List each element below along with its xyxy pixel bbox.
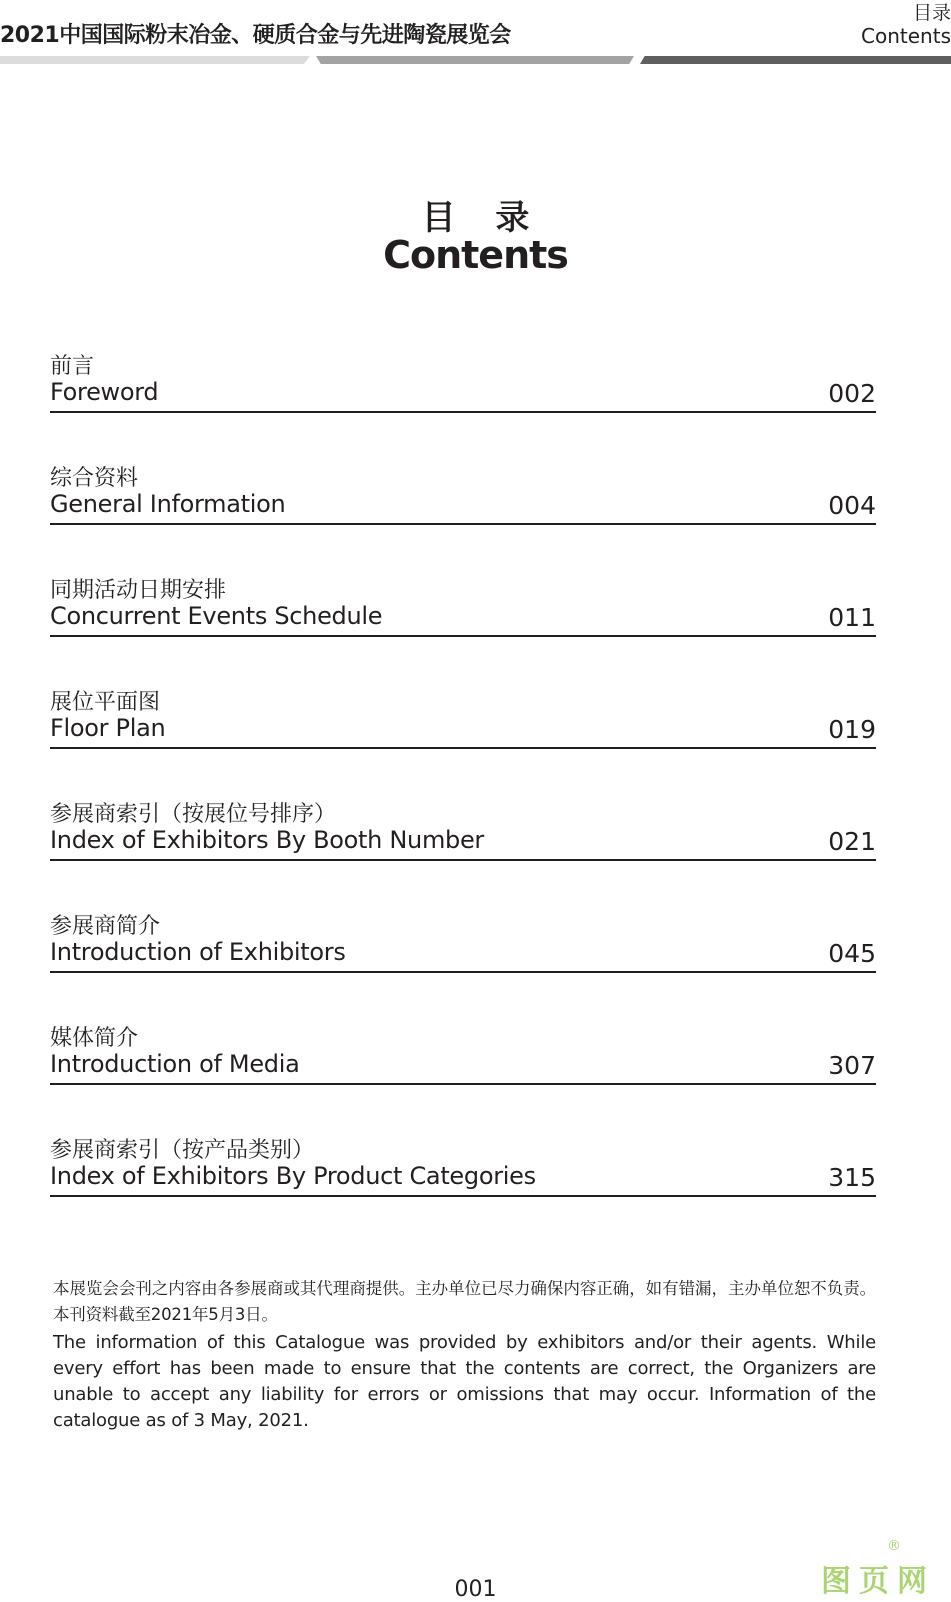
disclaimer-en: The information of this Catalogue was provided by exhibitors and/or their agents. While every effort has been made to ensure that the contents are correct, the Organizers are unable to accept any liability for errors or omissions that may occur. Information of the catalogue as of 3 May, 2021. (53, 1332, 876, 1431)
watermark-logo (821, 1538, 935, 1600)
toc-entry-title-en: Introduction of Exhibitors (50, 938, 346, 966)
toc-entry-rule (50, 523, 876, 525)
toc-entry-page: 004 (828, 491, 876, 520)
toc-entry-floor-plan[interactable] (50, 685, 876, 797)
exhibition-title: 2021中国国际粉末冶金、硬质合金与先进陶瓷展览会 (0, 23, 511, 48)
toc-entry-rule (50, 1083, 876, 1085)
contents-title-cn: 目 录 (421, 198, 544, 238)
toc-entry-index-by-booth[interactable] (50, 797, 876, 909)
disclaimer-cn: 本展览会会刊之内容由各参展商或其代理商提供。主办单位已尽力确保内容正确，如有错漏，主办单位恕不负责。本刊资料截至2021年5月3日。 (53, 1279, 876, 1324)
toc-entry-title-en: Foreword (50, 378, 159, 406)
header-bar-dark (640, 56, 951, 64)
toc-entry-title-cn: 参展商简介 (50, 914, 161, 939)
toc-entry-title-cn: 同期活动日期安排 (50, 578, 227, 603)
toc-entry-page: 021 (828, 827, 876, 856)
toc-entry-title-en: Concurrent Events Schedule (50, 602, 383, 630)
toc-entry-page: 011 (828, 603, 876, 632)
toc-entry-general-information[interactable] (50, 461, 876, 573)
toc-entry-introduction-of-media[interactable] (50, 1021, 876, 1133)
toc-entry-rule (50, 971, 876, 973)
page-number: 001 (454, 1577, 497, 1602)
toc-entry-rule (50, 635, 876, 637)
toc-entry-rule (50, 747, 876, 749)
toc-entry-index-by-product[interactable] (50, 1133, 876, 1245)
toc-entry-page: 019 (828, 715, 876, 744)
toc-entry-title-cn: 媒体简介 (50, 1026, 139, 1051)
registered-mark-icon: ® (887, 1538, 901, 1554)
toc-entry-title-cn: 前言 (50, 354, 95, 379)
watermark-text: 图页网 (821, 1564, 935, 1599)
header-divider-bars (0, 56, 951, 64)
toc-entry-page: 002 (828, 379, 876, 408)
toc-entry-title-cn: 展位平面图 (50, 690, 161, 715)
toc-entry-page: 307 (828, 1051, 876, 1080)
toc-entry-rule (50, 859, 876, 861)
toc-entry-rule (50, 411, 876, 413)
header-bar-mid (316, 56, 634, 64)
toc-entry-title-en: General Information (50, 490, 286, 518)
section-label-en: Contents (861, 24, 951, 48)
toc-entry-foreword[interactable] (50, 349, 876, 461)
toc-entry-concurrent-events[interactable] (50, 573, 876, 685)
toc-entry-introduction-of-exhibitors[interactable] (50, 909, 876, 1021)
disclaimer (53, 1276, 876, 1434)
toc-entry-title-en: Index of Exhibitors By Product Categories (50, 1162, 536, 1190)
toc-entry-title-en: Floor Plan (50, 714, 166, 742)
toc-entry-title-en: Index of Exhibitors By Booth Number (50, 826, 484, 854)
header-bar-light (0, 56, 310, 64)
toc-entry-title-cn: 参展商索引（按产品类别） (50, 1138, 315, 1163)
toc-entry-rule (50, 1195, 876, 1197)
table-of-contents (50, 349, 876, 1245)
toc-entry-title-cn: 参展商索引（按展位号排序） (50, 802, 337, 827)
section-label-cn: 目录 (912, 2, 951, 24)
toc-entry-page: 315 (828, 1163, 876, 1192)
toc-entry-page: 045 (828, 939, 876, 968)
toc-entry-title-cn: 综合资料 (50, 466, 139, 491)
toc-entry-title-en: Introduction of Media (50, 1050, 300, 1078)
contents-title-en: Contents (383, 233, 568, 277)
